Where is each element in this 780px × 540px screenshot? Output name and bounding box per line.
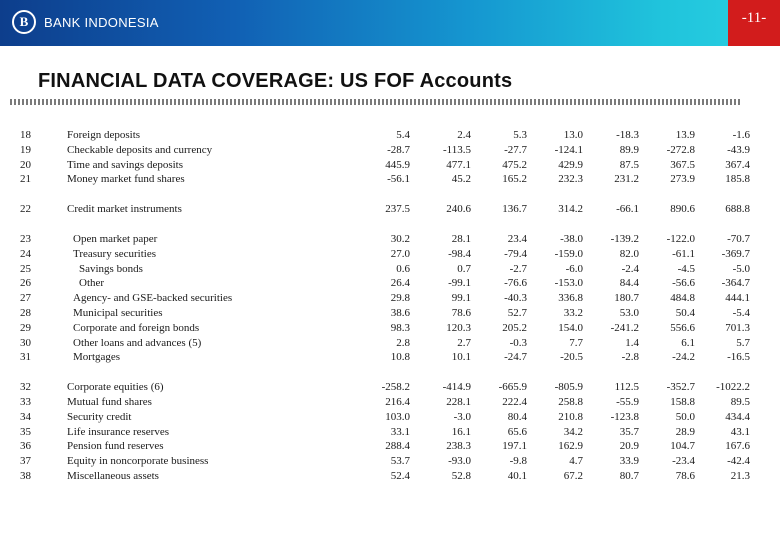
table-row — [0, 143, 780, 158]
row-value: 53.7 — [390, 455, 410, 468]
row-value: -79.4 — [504, 247, 527, 260]
row-value: 34.2 — [563, 425, 583, 438]
row-value: -9.8 — [509, 455, 527, 468]
row-value: 16.1 — [451, 425, 471, 438]
brand-name: BANK INDONESIA — [44, 14, 159, 30]
row-number: 38 — [20, 469, 31, 482]
row-value: 5.3 — [513, 129, 527, 141]
row-value: 27.0 — [390, 247, 410, 260]
row-number: 28 — [20, 306, 31, 319]
row-value: -4.5 — [677, 262, 695, 275]
row-number: 27 — [20, 292, 31, 305]
row-value: 180.7 — [614, 292, 639, 305]
row-value: 20.9 — [619, 440, 639, 453]
row-value: -5.0 — [732, 262, 750, 275]
row-value: 158.8 — [670, 395, 695, 408]
row-value: 232.3 — [558, 173, 583, 186]
row-value: 0.6 — [396, 262, 410, 275]
row-value: 33.2 — [563, 306, 583, 319]
row-value: 5.7 — [736, 336, 750, 349]
row-number: 29 — [20, 321, 31, 334]
row-value: 258.8 — [558, 395, 583, 408]
row-value: -56.6 — [672, 277, 695, 290]
row-value: 38.6 — [390, 306, 410, 319]
row-value: -352.7 — [666, 381, 695, 394]
row-label: Time and savings deposits — [67, 158, 184, 171]
row-value: -99.1 — [448, 277, 471, 290]
row-label: Mutual fund shares — [67, 395, 152, 408]
row-value: 53.0 — [619, 306, 639, 319]
row-value: -258.2 — [381, 381, 410, 394]
row-value: 52.8 — [451, 469, 471, 482]
row-value: -369.7 — [721, 247, 750, 260]
table-row — [0, 202, 780, 217]
row-value: 13.0 — [563, 129, 583, 141]
row-value: -1.6 — [732, 129, 750, 141]
row-value: 205.2 — [502, 321, 527, 334]
header-banner — [0, 0, 780, 46]
row-value: -6.0 — [565, 262, 583, 275]
row-value: 890.6 — [670, 203, 695, 216]
table-row — [0, 425, 780, 440]
row-number: 20 — [20, 158, 31, 171]
row-value: -3.0 — [453, 410, 471, 423]
row-value: 26.4 — [390, 277, 410, 290]
row-value: -56.1 — [387, 173, 410, 186]
row-number: 37 — [20, 455, 31, 468]
row-value: -139.2 — [610, 232, 639, 245]
row-value: 688.8 — [725, 203, 750, 216]
row-value: 23.4 — [507, 232, 527, 245]
row-value: -40.3 — [504, 292, 527, 305]
row-value: 240.6 — [446, 203, 471, 216]
row-number: 22 — [20, 203, 31, 216]
bank-logo-icon: B — [12, 10, 36, 34]
row-value: 35.7 — [619, 425, 639, 438]
row-value: -27.7 — [504, 143, 527, 156]
row-value: 67.2 — [563, 469, 583, 482]
row-value: 98.3 — [390, 321, 410, 334]
row-label: Pension fund reserves — [67, 440, 164, 453]
row-value: 222.4 — [502, 395, 527, 408]
row-label: Equity in noncorporate business — [67, 455, 209, 468]
row-value: 336.8 — [558, 292, 583, 305]
row-number: 23 — [20, 232, 31, 245]
page-title: FINANCIAL DATA COVERAGE: US FOF Accounts — [38, 70, 513, 92]
row-value: 80.4 — [507, 410, 527, 423]
row-value: 87.5 — [619, 158, 639, 171]
table-row — [0, 321, 780, 336]
row-number: 32 — [20, 381, 31, 394]
row-number: 18 — [20, 129, 31, 141]
row-value: -66.1 — [616, 203, 639, 216]
row-value: 28.1 — [451, 232, 471, 245]
row-value: 78.6 — [451, 306, 471, 319]
row-value: -0.3 — [509, 336, 527, 349]
row-value: 65.6 — [507, 425, 527, 438]
row-value: 445.9 — [385, 158, 410, 171]
row-number: 19 — [20, 143, 31, 156]
row-value: -24.2 — [672, 351, 695, 364]
row-value: 314.2 — [558, 203, 583, 216]
row-number: 33 — [20, 395, 31, 408]
bank-logo — [12, 10, 159, 34]
row-value: 2.7 — [457, 336, 471, 349]
table-row — [0, 247, 780, 262]
row-value: 288.4 — [385, 440, 410, 453]
row-value: -2.4 — [621, 262, 639, 275]
title-divider — [10, 99, 740, 105]
row-label: Mortgages — [73, 351, 121, 364]
row-value: 238.3 — [446, 440, 471, 453]
row-value: 210.8 — [558, 410, 583, 423]
row-value: -38.0 — [560, 232, 583, 245]
row-value: 484.8 — [670, 292, 695, 305]
row-value: 89.5 — [730, 395, 750, 408]
table-row — [0, 232, 780, 247]
row-value: -70.7 — [727, 232, 750, 245]
row-value: 216.4 — [385, 395, 410, 408]
row-label: Checkable deposits and currency — [67, 143, 213, 156]
row-label: Credit market instruments — [67, 203, 182, 216]
row-value: 120.3 — [446, 321, 471, 334]
table-row — [0, 128, 780, 143]
row-value: 367.5 — [670, 158, 695, 171]
row-value: 104.7 — [670, 440, 695, 453]
row-value: 45.2 — [451, 173, 471, 186]
row-value: -805.9 — [554, 381, 583, 394]
row-value: -2.8 — [621, 351, 639, 364]
row-value: -42.4 — [727, 455, 750, 468]
table-row — [0, 336, 780, 351]
row-value: -93.0 — [448, 455, 471, 468]
row-number: 34 — [20, 410, 31, 423]
row-value: -122.0 — [666, 232, 695, 245]
row-label: Municipal securities — [73, 306, 163, 319]
row-value: -43.9 — [727, 143, 750, 156]
table-row — [0, 454, 780, 469]
row-value: -1022.2 — [716, 381, 750, 394]
row-value: 444.1 — [725, 292, 750, 305]
row-value: -76.6 — [504, 277, 527, 290]
row-number: 30 — [20, 336, 31, 349]
row-value: 50.0 — [675, 410, 695, 423]
row-value: -153.0 — [554, 277, 583, 290]
table-row — [0, 350, 780, 365]
row-value: -16.5 — [727, 351, 750, 364]
table-row — [0, 291, 780, 306]
row-label: Security credit — [67, 410, 132, 423]
row-value: 367.4 — [725, 158, 750, 171]
row-value: 228.1 — [446, 395, 471, 408]
row-number: 35 — [20, 425, 31, 438]
row-value: 273.9 — [670, 173, 695, 186]
row-value: -98.4 — [448, 247, 471, 260]
row-value: 112.5 — [614, 381, 639, 394]
page-number: -11- — [728, 0, 780, 46]
row-value: 28.9 — [675, 425, 695, 438]
row-value: 52.7 — [507, 306, 527, 319]
row-label: Other loans and advances (5) — [73, 336, 202, 349]
row-value: 0.7 — [457, 262, 471, 275]
row-value: -5.4 — [732, 306, 750, 319]
row-value: 33.1 — [390, 425, 410, 438]
row-value: -113.5 — [442, 143, 471, 156]
row-value: 33.9 — [619, 455, 639, 468]
row-number: 21 — [20, 173, 31, 186]
data-table — [0, 128, 780, 484]
row-label: Corporate equities (6) — [67, 381, 164, 394]
row-label: Savings bonds — [79, 262, 143, 275]
row-value: 52.4 — [390, 469, 410, 482]
table-row — [0, 380, 780, 395]
row-value: -55.9 — [616, 395, 639, 408]
row-value: -18.3 — [616, 129, 639, 141]
row-value: -414.9 — [442, 381, 471, 394]
row-number: 36 — [20, 440, 31, 453]
row-value: -123.8 — [610, 410, 639, 423]
row-value: 237.5 — [385, 203, 410, 216]
table-row — [0, 276, 780, 291]
row-value: 21.3 — [730, 469, 750, 482]
row-value: 50.4 — [675, 306, 695, 319]
row-label: Foreign deposits — [67, 129, 141, 141]
row-value: 10.8 — [390, 351, 410, 364]
row-value: -665.9 — [498, 381, 527, 394]
row-value: 84.4 — [619, 277, 639, 290]
row-value: 434.4 — [725, 410, 750, 423]
row-number: 25 — [20, 262, 31, 275]
row-value: 40.1 — [507, 469, 527, 482]
row-label: Agency- and GSE-backed securities — [73, 292, 233, 305]
row-label: Corporate and foreign bonds — [73, 321, 200, 334]
row-label: Other — [79, 277, 105, 290]
row-value: 10.1 — [451, 351, 471, 364]
row-value: 5.4 — [396, 129, 410, 141]
row-value: 197.1 — [502, 440, 527, 453]
row-value: -159.0 — [554, 247, 583, 260]
row-label: Treasury securities — [73, 247, 156, 260]
row-label: Money market fund shares — [67, 173, 185, 186]
row-number: 26 — [20, 277, 31, 290]
row-value: 154.0 — [558, 321, 583, 334]
table-row — [0, 158, 780, 173]
row-value: 78.6 — [675, 469, 695, 482]
row-value: 136.7 — [502, 203, 527, 216]
row-value: 167.6 — [725, 440, 750, 453]
row-label: Open market paper — [73, 232, 158, 245]
row-value: 80.7 — [619, 469, 639, 482]
row-value: 13.9 — [675, 129, 695, 141]
table-row — [0, 172, 780, 187]
row-value: 7.7 — [569, 336, 583, 349]
row-value: -2.7 — [509, 262, 527, 275]
row-value: -20.5 — [560, 351, 583, 364]
table-row — [0, 439, 780, 454]
row-value: 103.0 — [385, 410, 410, 423]
row-value: 231.2 — [614, 173, 639, 186]
row-value: 701.3 — [725, 321, 750, 334]
table-row — [0, 469, 780, 484]
table-row — [0, 395, 780, 410]
row-value: -364.7 — [721, 277, 750, 290]
row-value: 1.4 — [625, 336, 639, 349]
row-number: 31 — [20, 351, 31, 364]
row-value: 30.2 — [390, 232, 410, 245]
row-value: 475.2 — [502, 158, 527, 171]
row-value: 4.7 — [569, 455, 583, 468]
row-value: 6.1 — [681, 336, 695, 349]
row-value: -23.4 — [672, 455, 695, 468]
table-row — [0, 410, 780, 425]
row-value: 429.9 — [558, 158, 583, 171]
row-value: 99.1 — [451, 292, 471, 305]
row-value: 89.9 — [619, 143, 639, 156]
row-label: Life insurance reserves — [67, 425, 170, 438]
row-value: -24.7 — [504, 351, 527, 364]
row-value: 2.8 — [396, 336, 410, 349]
table-row — [0, 262, 780, 277]
row-label: Miscellaneous assets — [67, 469, 159, 482]
row-value: 185.8 — [725, 173, 750, 186]
row-value: 162.9 — [558, 440, 583, 453]
row-value: -61.1 — [672, 247, 695, 260]
row-value: 43.1 — [730, 425, 750, 438]
row-value: 165.2 — [502, 173, 527, 186]
row-value: -28.7 — [387, 143, 410, 156]
row-value: 556.6 — [670, 321, 695, 334]
table-row — [0, 306, 780, 321]
row-value: -272.8 — [666, 143, 695, 156]
row-value: 477.1 — [446, 158, 471, 171]
row-value: -124.1 — [554, 143, 583, 156]
row-value: -241.2 — [610, 321, 639, 334]
row-value: 82.0 — [619, 247, 639, 260]
row-value: 2.4 — [457, 129, 471, 141]
row-value: 29.8 — [390, 292, 410, 305]
row-number: 24 — [20, 247, 31, 260]
